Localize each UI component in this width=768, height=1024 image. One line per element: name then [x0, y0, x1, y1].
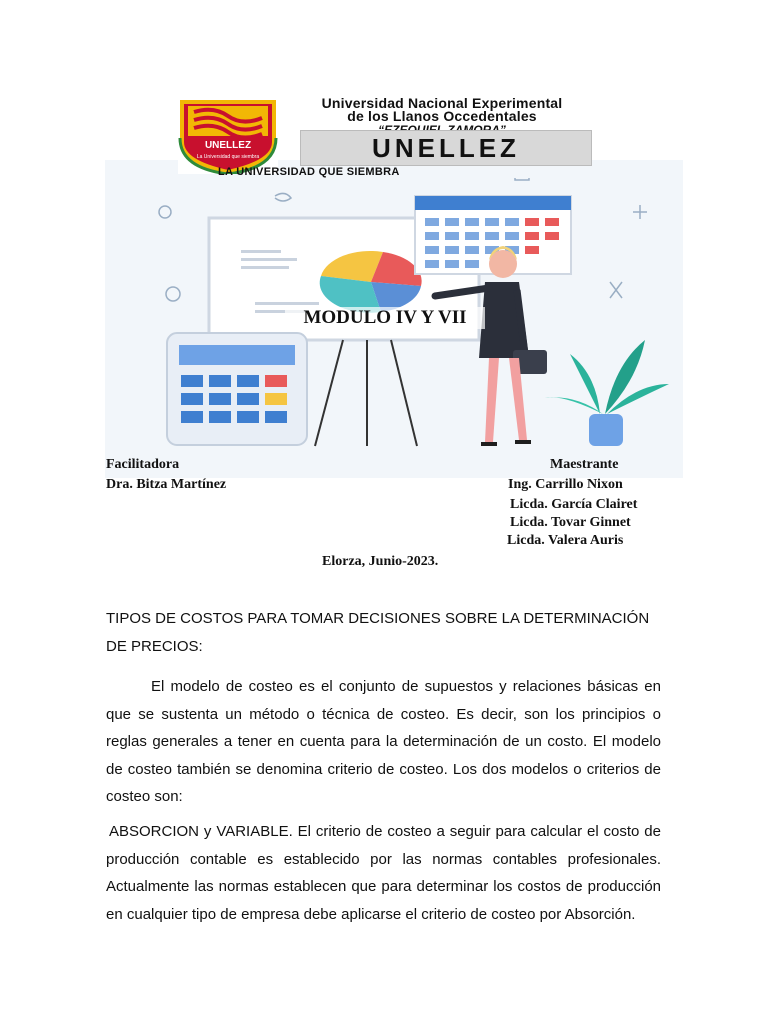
student-name: Ing. Carrillo Nixon	[508, 477, 623, 492]
facilitator-label: Facilitadora	[106, 457, 180, 472]
university-name-line-2: de los Llanos Occedentales	[347, 108, 537, 124]
place-and-date: Elorza, Junio-2023.	[322, 554, 439, 569]
university-name-line-1: Universidad Nacional Experimental	[321, 95, 563, 111]
section-heading: TIPOS DE COSTOS PARA TOMAR DECISIONES SOBRE LA DETERMINACIÓN DE PRECIOS:	[106, 610, 650, 655]
module-title: MODULO IV Y VII	[285, 307, 485, 329]
students-label: Maestrante	[550, 457, 619, 472]
shield-label: UNELLEZ	[204, 140, 252, 151]
potted-plant-illustration	[545, 340, 669, 446]
facilitator-name: Dra. Bitza Martínez	[106, 477, 227, 492]
shield-sublabel: La Universidad que siembra	[196, 154, 260, 160]
student-name: Licda. Tovar Ginnet	[510, 515, 631, 530]
student-name: Licda. Valera Auris	[507, 533, 624, 548]
university-name	[287, 97, 597, 123]
university-motto: LA UNIVERSIDAD QUE SIEMBRA	[218, 166, 400, 178]
calculator-illustration	[167, 333, 307, 445]
unellez-wordmark: UNELLEZ	[300, 130, 592, 166]
paragraph-absorcion-variable: ABSORCION y VARIABLE. El criterio de costeo a seguir para calcular el costo de producción contable es establecido por las normas contables profesionales. Actualmente las normas establecen que para determinar los costos de producción en cualquier tipo de empresa debe aplicarse el criterio de costeo por Absorción.	[106, 823, 661, 923]
unellez-shield-logo	[178, 98, 278, 174]
student-name: Licda. García Clairet	[510, 497, 638, 512]
paragraph-modelo-de-costeo: El modelo de costeo es el conjunto de supuestos y relaciones básicas en que se sustenta un método o técnica de costeo. Es decir, son los principios o reglas generales a tener en cuenta para la determinación de un costo. El modelo de costeo también se denomina criterio de costeo. Los dos modelos o criterios de costeo son:	[106, 678, 661, 805]
pie-chart-illustration	[320, 251, 422, 313]
